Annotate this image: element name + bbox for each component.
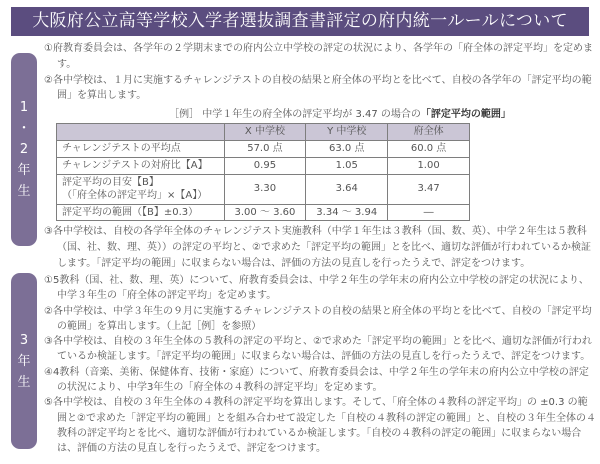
table-cell: 60.0 点 bbox=[388, 140, 470, 157]
rule-item: ⑤各中学校は、自校の３年生全体の４教科の評定平均を算出します。そして、「府全体の４教科の評定平均」の ±0.3 の範囲と②で求めた「評定平均の範囲」とを組み合わせて設定した「自校の４教科の評定の範囲」と、自校の３年生全体の４教科の評定平均とを比べ、適切な評価が行われているか検証します。「自校の４教科の評定の範囲」に収まらない場合は、評価の方法の見直しを行ったうえで、評定をつけます。 bbox=[44, 397, 596, 455]
example-table bbox=[56, 123, 470, 221]
tab-char: ・ bbox=[17, 121, 31, 136]
table-header-row bbox=[57, 124, 470, 141]
table-cell: 63.0 点 bbox=[306, 140, 388, 157]
rule-item: ③各中学校は、自校の各学年全体のチャレンジテスト実施教科（中学１年生は３教科（国、数、英）、中学２年生は５教科（国、社、数、理、英））の評定の平均と、②で求めた「評定平均の範囲」とを比べ、適切な評価が行われているか検証します。「評定平均の範囲」に収まらない場合は、評価の方法の見直しを行ったうえで、評定をつけます。 bbox=[44, 226, 591, 269]
tab-char: 2 bbox=[19, 142, 29, 157]
table-cell: 3.30 bbox=[224, 174, 306, 204]
row-label-line: （「府全体の評定平均」×【A】） bbox=[62, 190, 208, 202]
caption-prefix: ［例］ 中学１年生の府全体の評定平均が 3.47 の場合の bbox=[169, 109, 421, 121]
tab-char: 年 bbox=[17, 353, 31, 369]
table-cell: 1.05 bbox=[306, 157, 388, 174]
rule-item: ②各中学校は、１月に実施するチャレンジテストの自校の結果と府全体の平均とを比べて、自校の各学年の「評定平均の範囲」を算出します。 bbox=[44, 74, 592, 102]
grade-1-2-tab bbox=[11, 53, 37, 246]
grade-1-2-section bbox=[44, 41, 596, 272]
rule-item: ③各中学校は、自校の３年生全体の５教科の評定の平均と、②で求めた「評定平均の範囲」とを比べ、適切な評価が行われているか検証します。「評定平均の範囲」に収まらない場合は、評価の方法の見直しを行ったうえで、評定をつけます。 bbox=[44, 336, 592, 363]
table-cell: 0.95 bbox=[224, 157, 306, 174]
tab-char: 生 bbox=[17, 374, 31, 390]
table-header-cell bbox=[57, 124, 225, 141]
example-caption bbox=[44, 108, 596, 122]
table-cell: 3.47 bbox=[388, 174, 470, 204]
row-label: チャレンジテストの対府比【A】 bbox=[57, 157, 225, 174]
grade-3-tab bbox=[11, 273, 37, 449]
table-cell: 57.0 点 bbox=[224, 140, 306, 157]
rule-item: ②各中学校は、中学３年生の９月に実施するチャレンジテストの自校の結果と府全体の平均とを比べて、自校の「評定平均の範囲」を算出します。（上記［例］を参照） bbox=[44, 305, 592, 332]
rule-item: ①5教科（国、社、数、理、英）について、府教育委員会は、中学２年生の学年末の府内公立中学校の評定の状況により、中学３年生の「府全体の評定平均」を定めます。 bbox=[44, 275, 589, 302]
tab-char: 3 bbox=[19, 332, 29, 348]
table-header-cell: Y 中学校 bbox=[306, 124, 388, 141]
tab-char: 生 bbox=[17, 184, 31, 199]
table-row bbox=[57, 204, 470, 221]
page-title: 大阪府公立高等学校入学者選抜調査書評定の府内統一ルールについて bbox=[11, 7, 589, 36]
caption-emphasis: 「評定平均の範囲」 bbox=[420, 109, 511, 121]
grade-3-section bbox=[44, 273, 596, 457]
row-label: チャレンジテストの平均点 bbox=[57, 140, 225, 157]
table-cell: ― bbox=[388, 204, 470, 221]
row-label-line: 評定平均の目安【B】 bbox=[62, 177, 159, 189]
table-row bbox=[57, 157, 470, 174]
table-cell: 3.64 bbox=[306, 174, 388, 204]
table-row bbox=[57, 174, 470, 204]
tab-char: 1 bbox=[19, 100, 29, 115]
tab-char: 年 bbox=[17, 163, 31, 178]
table-cell: 1.00 bbox=[388, 157, 470, 174]
table-cell: 3.34 ～ 3.94 bbox=[306, 204, 388, 221]
row-label bbox=[57, 174, 225, 204]
table-header-cell: 府全体 bbox=[388, 124, 470, 141]
rule-item: ①府教育委員会は、各学年の２学期末までの府内公立中学校の評定の状況により、各学年の「府全体の評定平均」を定めます。 bbox=[44, 43, 593, 70]
rule-item: ④4教科（音楽、美術、保健体育、技術・家庭）について、府教育委員会は、中学２年生の学年末の府内公立中学校の評定の状況により、中学3年生の「府全体の４教科の評定平均」を定めます。 bbox=[44, 366, 589, 394]
table-row bbox=[57, 140, 470, 157]
table-header-cell: X 中学校 bbox=[224, 124, 306, 141]
row-label: 評定平均の範囲（【B】±0.3） bbox=[57, 204, 225, 221]
table-cell: 3.00 ～ 3.60 bbox=[224, 204, 306, 221]
